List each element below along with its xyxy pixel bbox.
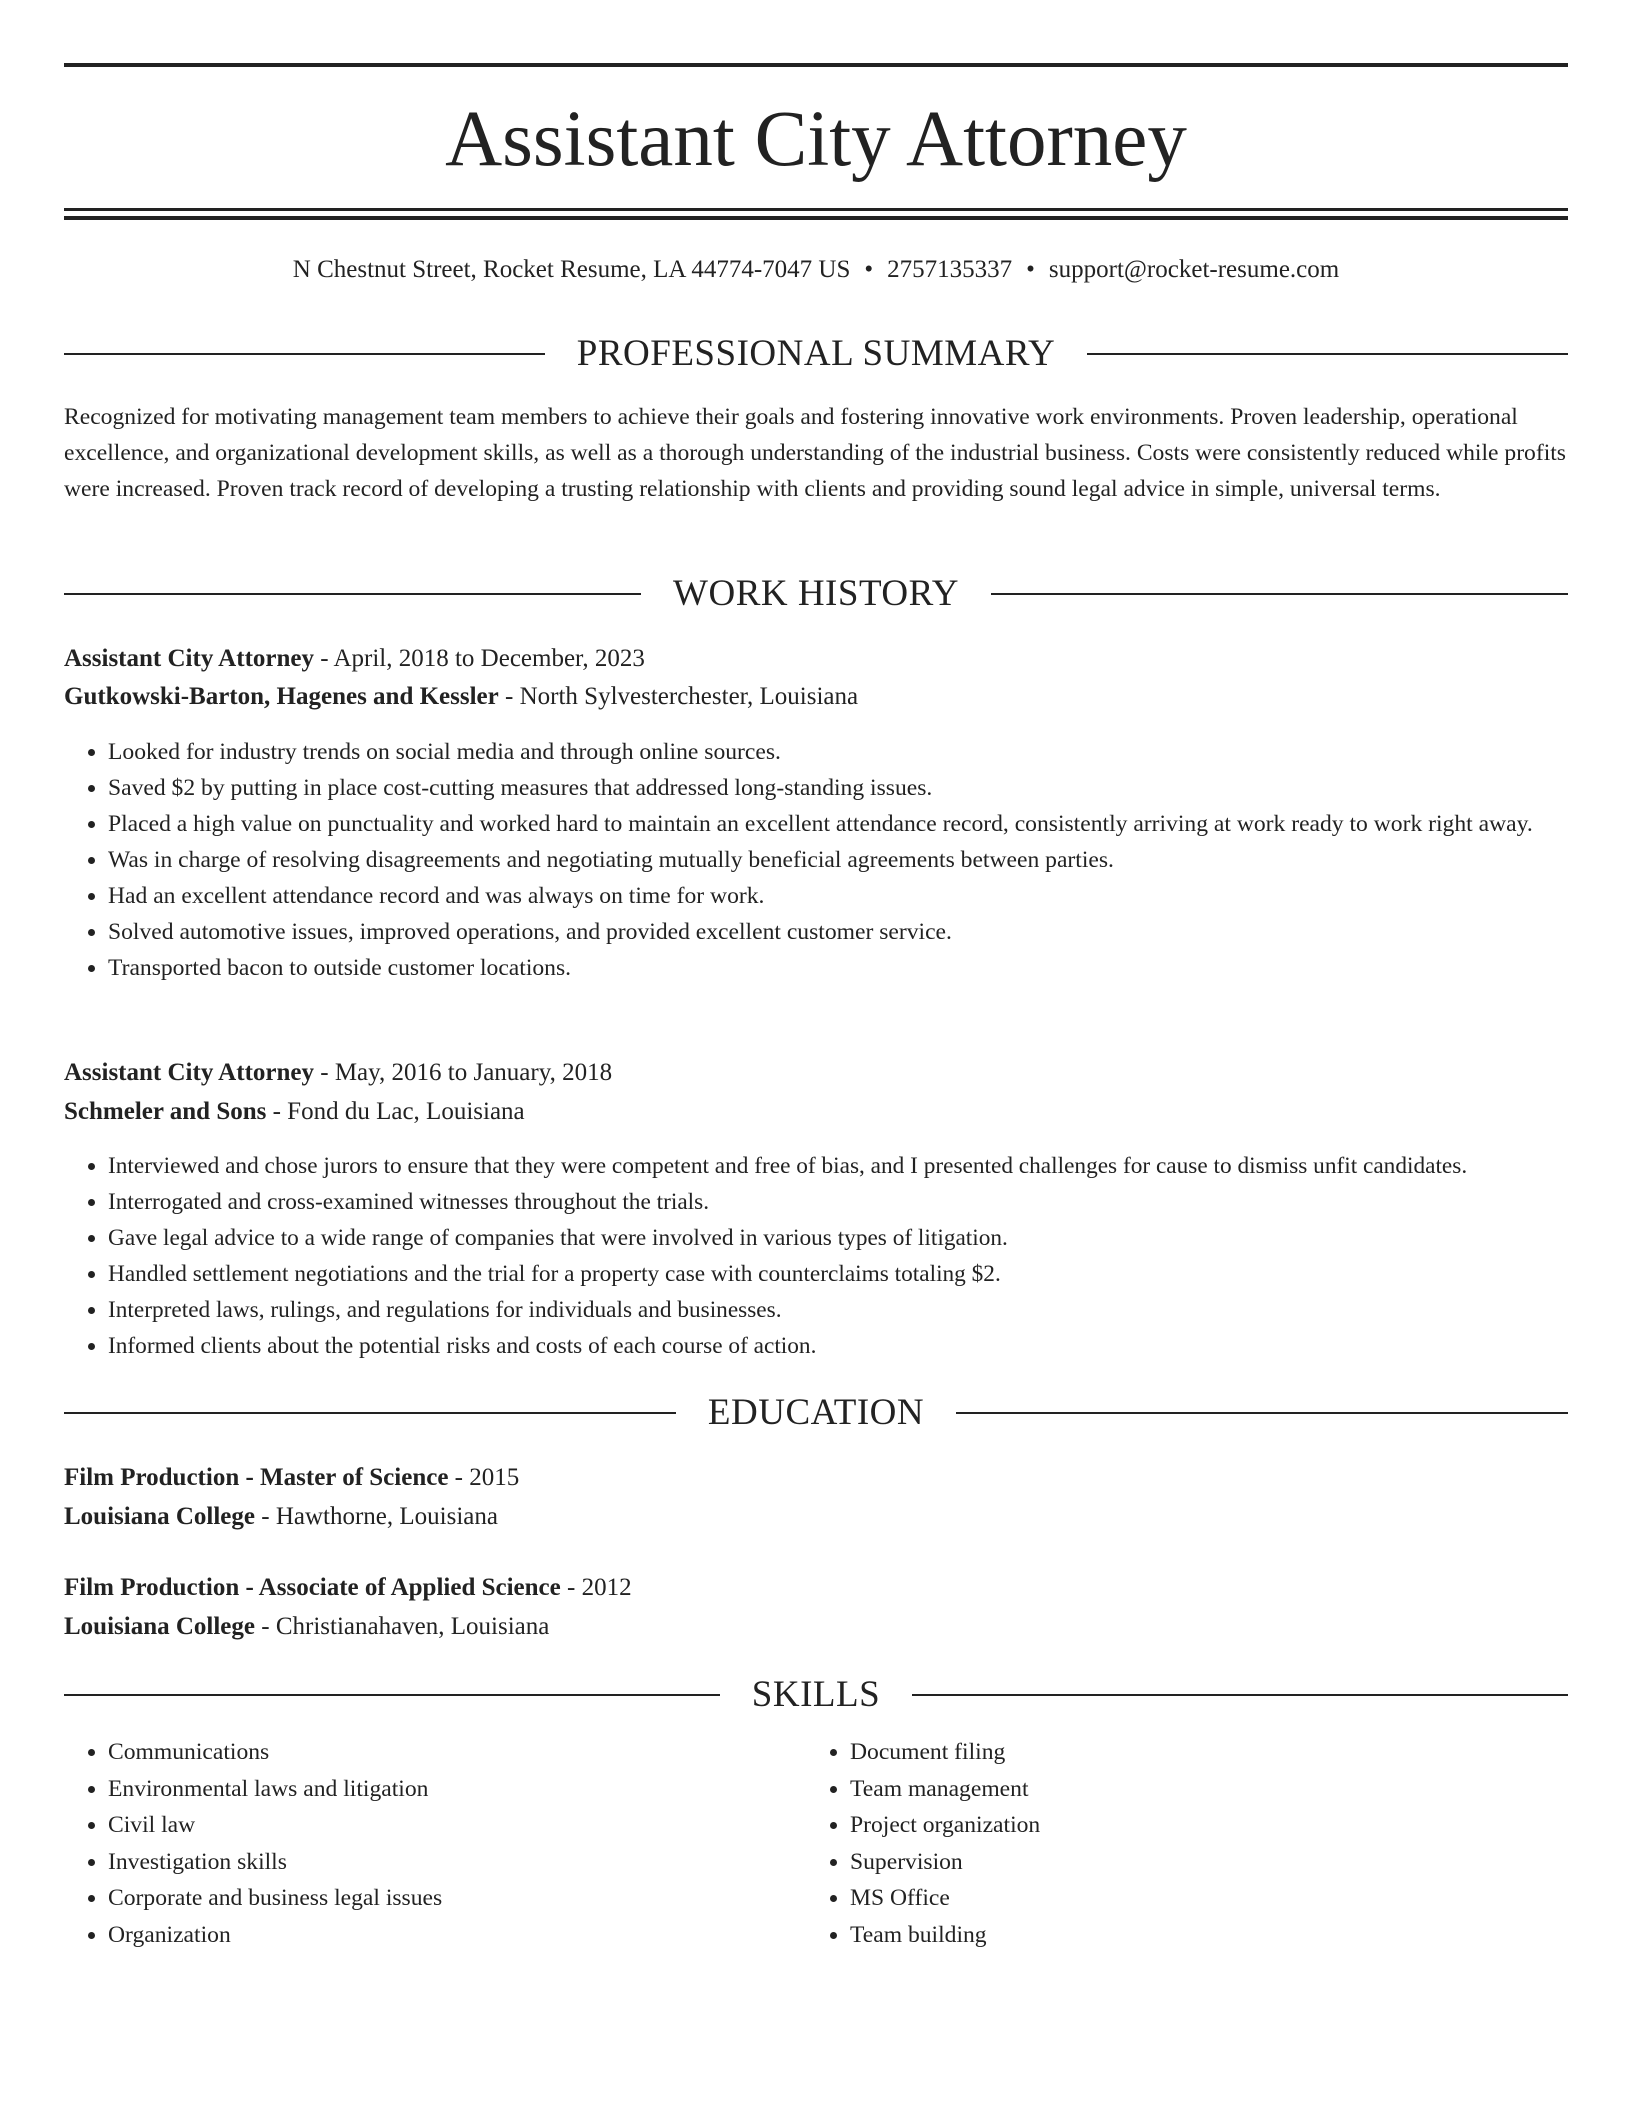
- education-degree-line: [64, 1461, 1568, 1495]
- summary-text: Recognized for motivating management team members to achieve their goals and fostering innovative work environments. Proven leadership, operational excellence, and organizational development skills, as well as a thorough understanding of the industrial business. Costs were consistently reduced while profits were increased. Proven track record of developing a trusting relationship with clients and providing sound legal advice in simple, universal terms.: [64, 404, 1566, 502]
- job-dates: - May, 2016 to January, 2018: [314, 1059, 613, 1086]
- education-year: - 2012: [560, 1574, 632, 1601]
- list-item: • Civil law: [108, 1807, 788, 1844]
- list-item: • Interpreted laws, rulings, and regulations for individuals and businesses.: [108, 1292, 1568, 1328]
- summary-heading: [64, 332, 1568, 376]
- list-item: • Interrogated and cross-examined witnesses throughout the trials.: [108, 1184, 1568, 1220]
- education-school-line: [64, 1500, 1568, 1534]
- contact-email: support@rocket-resume.com: [1048, 256, 1340, 283]
- list-item: • Investigation skills: [108, 1844, 788, 1881]
- list-item: • Interviewed and chose jurors to ensure that they were competent and free of bias, and I presented challenges for cause to dismiss unfit candidates.: [108, 1148, 1568, 1184]
- job-bullets: [64, 1148, 1568, 1364]
- job-title-line: [64, 642, 1568, 676]
- education-school: Louisiana College: [64, 1503, 255, 1530]
- job-location: - North Sylvesterchester, Louisiana: [498, 683, 859, 710]
- list-item: • Was in charge of resolving disagreements and negotiating mutually beneficial agreements between parties.: [108, 842, 1568, 878]
- skills-heading: [64, 1673, 1568, 1717]
- work-heading-title: WORK HISTORY: [673, 573, 959, 614]
- list-item: • Handled settlement negotiations and the trial for a property case with counterclaims totaling $2.: [108, 1256, 1568, 1292]
- list-item: • Gave legal advice to a wide range of companies that were involved in various types of litigation.: [108, 1220, 1568, 1256]
- list-item: • Team building: [850, 1917, 1530, 1954]
- name-rule-lower: [64, 216, 1568, 220]
- work-heading: [64, 572, 1568, 616]
- job-company: Schmeler and Sons: [64, 1098, 267, 1125]
- heading-rule-left: [64, 1694, 720, 1696]
- education-school: Louisiana College: [64, 1613, 255, 1640]
- education-degree: Film Production - Master of Science: [64, 1464, 449, 1491]
- contact-separator: •: [1026, 256, 1035, 283]
- heading-rule-left: [64, 353, 545, 355]
- education-heading: [64, 1391, 1568, 1435]
- skills-list-left: [64, 1734, 788, 1953]
- list-item: • Document filing: [850, 1734, 1530, 1771]
- skills-list-right: [806, 1734, 1530, 1953]
- heading-rule-left: [64, 1412, 676, 1414]
- heading-rule-right: [1087, 353, 1568, 355]
- name-rule-upper: [64, 208, 1568, 211]
- list-item: • Had an excellent attendance record and was always on time for work.: [108, 878, 1568, 914]
- education-heading-title: EDUCATION: [707, 1392, 925, 1433]
- list-item: • Organization: [108, 1917, 788, 1954]
- list-item: • Looked for industry trends on social media and through online sources.: [108, 734, 1568, 770]
- list-item: • Saved $2 by putting in place cost-cutting measures that addressed long-standing issues.: [108, 770, 1568, 806]
- job-title-line: [64, 1056, 1568, 1090]
- heading-rule-right: [956, 1412, 1568, 1414]
- job-title: Assistant City Attorney: [64, 1059, 314, 1086]
- list-item: • Project organization: [850, 1807, 1530, 1844]
- education-degree: Film Production - Associate of Applied Science: [64, 1574, 561, 1601]
- education-school-line: [64, 1610, 1568, 1644]
- contact-phone: 2757135337: [887, 256, 1013, 283]
- list-item: • Corporate and business legal issues: [108, 1880, 788, 1917]
- resume-name: Assistant City Attorney: [445, 96, 1187, 183]
- heading-rule-right: [912, 1694, 1568, 1696]
- list-item: • Transported bacon to outside customer locations.: [108, 950, 1568, 986]
- job-company-line: [64, 1095, 1568, 1129]
- contact-address: N Chestnut Street, Rocket Resume, LA 44774-7047 US: [292, 256, 851, 283]
- top-rule: [64, 63, 1568, 67]
- list-item: • Team management: [850, 1771, 1530, 1808]
- list-item: • Placed a high value on punctuality and worked hard to maintain an excellent attendance record, consistently arriving at work ready to work right away.: [108, 806, 1568, 842]
- job-location: - Fond du Lac, Louisiana: [266, 1098, 525, 1125]
- education-year: - 2015: [448, 1464, 520, 1491]
- job-company: Gutkowski-Barton, Hagenes and Kessler: [64, 683, 499, 710]
- skills-heading-title: SKILLS: [751, 1674, 881, 1715]
- list-item: • Supervision: [850, 1844, 1530, 1881]
- summary-heading-title: PROFESSIONAL SUMMARY: [576, 333, 1056, 374]
- job-company-line: [64, 680, 1568, 714]
- job-bullets: [64, 734, 1568, 986]
- contact-line: [64, 254, 1568, 286]
- heading-rule-right: [991, 593, 1568, 595]
- education-location: - Christianahaven, Louisiana: [255, 1613, 550, 1640]
- contact-separator: •: [864, 256, 874, 283]
- list-item: • Environmental laws and litigation: [108, 1771, 788, 1808]
- education-degree-line: [64, 1571, 1568, 1605]
- list-item: • Informed clients about the potential risks and costs of each course of action.: [108, 1328, 1568, 1364]
- list-item: • MS Office: [850, 1880, 1530, 1917]
- list-item: • Communications: [108, 1734, 788, 1771]
- heading-rule-left: [64, 593, 641, 595]
- list-item: • Solved automotive issues, improved operations, and provided excellent customer service.: [108, 914, 1568, 950]
- job-dates: - April, 2018 to December, 2023: [314, 645, 645, 672]
- education-location: - Hawthorne, Louisiana: [255, 1503, 498, 1530]
- job-title: Assistant City Attorney: [64, 645, 314, 672]
